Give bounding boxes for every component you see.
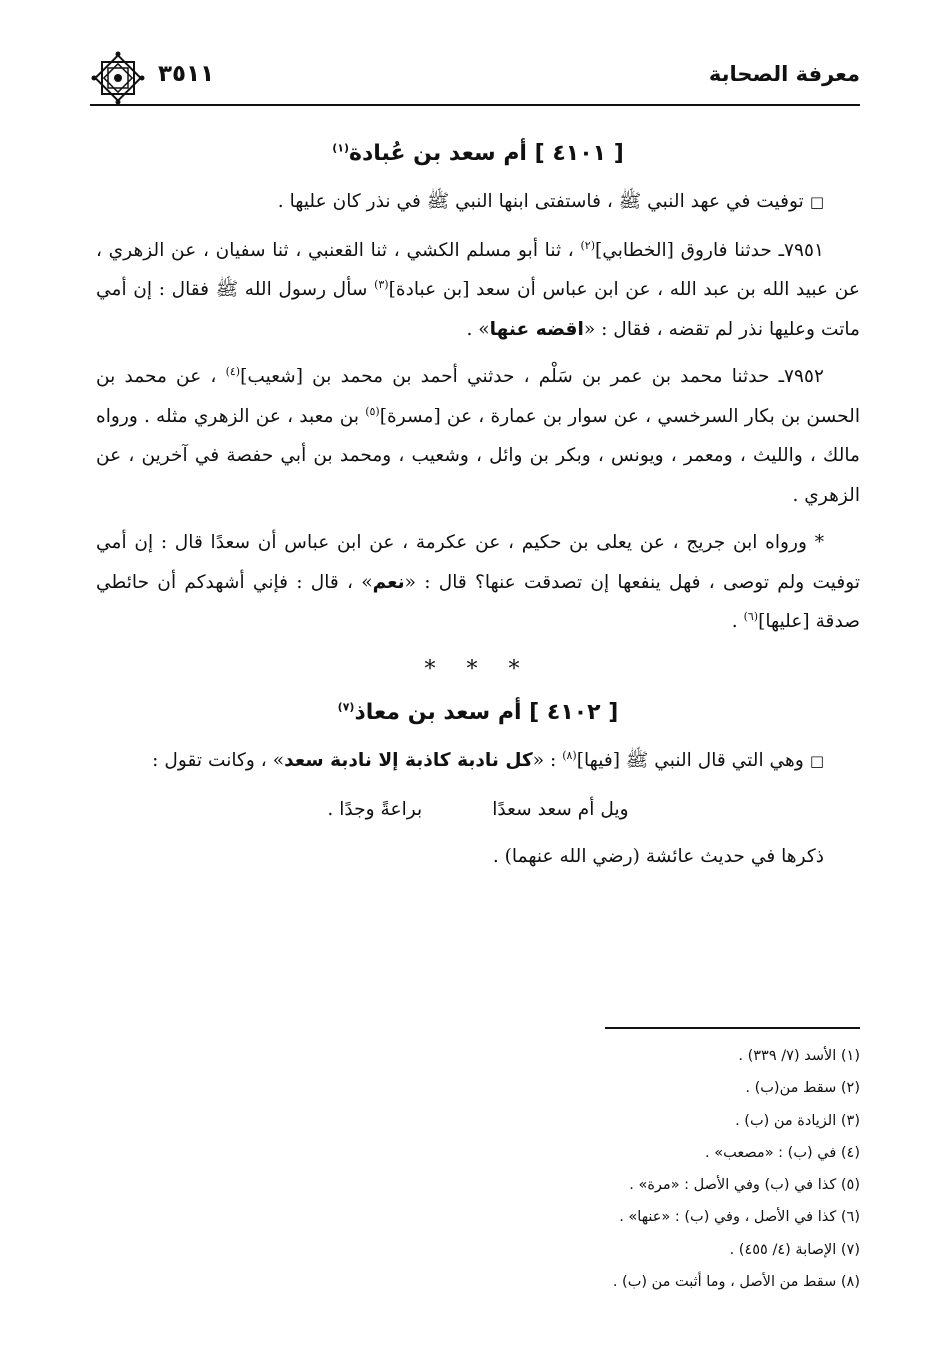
text-run: » . xyxy=(466,318,490,340)
narration-ibn-jurayj xyxy=(96,523,860,642)
section-heading-4101 xyxy=(96,136,860,172)
intro-paragraph xyxy=(96,741,860,782)
text-run: ٧٩٥٢ـ حدثنا محمد بن عمر بن سَلْم ، حدثني أحمد بن محمد بن [شعيب] xyxy=(240,366,824,387)
footnote-ref: (١) xyxy=(332,141,349,155)
poetry-verse xyxy=(96,790,860,830)
hadith-7952 xyxy=(96,357,860,515)
footnote: (٥) كذا في (ب) وفي الأصل : «مرة» . xyxy=(629,1177,860,1194)
square-bullet-icon: □ xyxy=(809,193,824,211)
footnote-ref: (٣) xyxy=(374,277,389,291)
quoted-saying: اقضه عنها xyxy=(489,318,584,340)
footnote-ref: (٨) xyxy=(562,748,577,762)
text-run: » ، وكانت تقول : xyxy=(152,750,285,771)
footnote-ref: (٧) xyxy=(337,700,355,714)
footnote: (٧) الإصابة (٤/ ٤٥٥) . xyxy=(729,1241,860,1258)
square-bullet-icon: □ xyxy=(809,752,824,770)
footnote: (٣) الزيادة من (ب) . xyxy=(735,1112,860,1129)
footnote: (١) الأسد (٧/ ٣٣٩) . xyxy=(738,1048,860,1064)
text-run: ، عن محمد بن الحسن بن بكار السرخسي ، عن سوار بن عمارة ، عن [مسرة] xyxy=(96,366,860,427)
text-run: وهي التي قال النبي ﷺ [فيها] xyxy=(576,750,804,771)
text-run: . xyxy=(731,611,744,632)
quoted-saying: نعم xyxy=(372,571,405,593)
text-run: ٧٩٥١ـ حدثنا فاروق [الخطابي] xyxy=(595,239,824,261)
quoted-saying: كل نادبة كاذبة إلا نادبة سعد xyxy=(284,750,533,771)
octagonal-star-ornament-icon xyxy=(90,50,146,106)
footnote: (٨) سقط من الأصل ، وما أثبت من (ب) . xyxy=(612,1274,860,1291)
main-text xyxy=(96,130,860,877)
text-run: : « xyxy=(532,750,563,771)
verse-first-hemistich: ويل أم سعد سعدًا xyxy=(492,798,629,820)
footnote: (٤) في (ب) : «مصعب» . xyxy=(705,1144,860,1161)
footnote-ref: (٦) xyxy=(743,609,759,623)
text-run: سأل رسول الله ﷺ فقال : إن أمي ماتت وعليها نذر لم تقضه ، فقال : « xyxy=(96,279,860,340)
page-number: ٣٥١١ xyxy=(158,61,215,87)
footnote-rule xyxy=(605,1027,860,1029)
hadith-7951 xyxy=(96,231,860,350)
page-header xyxy=(90,58,860,98)
attribution-line: ذكرها في حديث عائشة (رضي الله عنهما) . xyxy=(492,846,824,867)
heading-text: [ ٤١٠١ ] أم سعد بن عُبادة xyxy=(348,141,624,166)
text-run: » ، قال : فإني أشهدكم أن حائطي صدقة [عليها] xyxy=(96,571,860,632)
running-title: معرفة الصحابة xyxy=(708,62,860,86)
heading-text: [ ٤١٠٢ ] أم سعد بن معاذ xyxy=(354,700,619,725)
section-divider: * * * xyxy=(424,656,532,682)
footnote-ref: (٤) xyxy=(225,364,241,378)
footnotes xyxy=(140,1040,860,1298)
intro-text: توفيت في عهد النبي ﷺ ، فاستفتى ابنها النبي ﷺ في نذر كان عليها . xyxy=(277,191,804,212)
intro-paragraph xyxy=(96,182,860,223)
footnote: (٦) كذا في الأصل ، وفي (ب) : «عنها» . xyxy=(619,1209,860,1226)
text-run: بن معبد ، عن الزهري مثله . ورواه مالك ، والليث ، ومعمر ، ويونس ، وبكر بن وائل ، وشعيب ، ومحمد بن أبي حفصة في آخرين ، عن الزهري . xyxy=(96,405,860,506)
header-rule xyxy=(90,104,860,106)
verse-second-hemistich: براعةً وجدًا . xyxy=(327,798,423,820)
section-heading-4102 xyxy=(96,695,860,731)
footnote-ref: (٢) xyxy=(580,238,595,252)
footnote: (٢) سقط من(ب) . xyxy=(745,1080,860,1097)
text-run: ، ثنا أبو مسلم الكشي ، ثنا القعنبي ، ثنا سفيان ، عن الزهري ، عن عبيد الله بن عبد الله ، عن ابن عباس أن سعد [بن عبادة] xyxy=(96,239,860,300)
footnote-ref: (٥) xyxy=(365,404,380,418)
text-run: * ورواه ابن جريج ، عن يعلى بن حكيم ، عن عكرمة ، عن ابن عباس أن سعدًا قال : إن أمي توفيت ولم توصى ، فهل ينفعها إن تصدقت عنها؟ قال : « xyxy=(96,532,860,593)
